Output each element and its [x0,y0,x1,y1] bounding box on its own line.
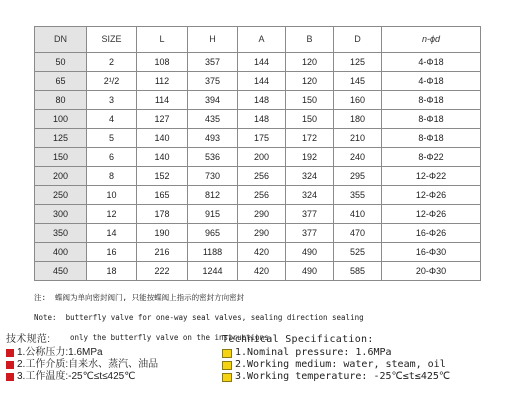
note-cn: 注: 蝶阀为单向密封阀门, 只能按蝶阀上指示的密封方向密封 [34,293,245,302]
cell-l: 165 [137,186,188,205]
cell-l: 108 [137,53,188,72]
cell-n-phi-d: 12-Φ22 [382,167,481,186]
cell-n-phi-d: 16-Φ26 [382,224,481,243]
cell-h: 394 [188,91,238,110]
red-square-icon [6,349,14,357]
header-dn: DN [35,27,87,53]
cell-b: 192 [286,148,334,167]
cell-dn: 50 [35,53,87,72]
cell-size: 18 [87,262,137,281]
cell-b: 324 [286,167,334,186]
cell-h: 1244 [188,262,238,281]
cell-h: 812 [188,186,238,205]
cell-size: 6 [87,148,137,167]
cell-b: 377 [286,224,334,243]
cell-a: 144 [238,53,286,72]
cell-b: 490 [286,243,334,262]
cell-d: 180 [334,110,382,129]
table-row [35,91,481,110]
table-body [35,53,481,281]
note-en-line2: only the butterfly valve on the instructions. [70,333,274,342]
cell-b: 490 [286,262,334,281]
cell-n-phi-d: 8-Φ18 [382,110,481,129]
cell-dn: 65 [35,72,87,91]
cell-dn: 250 [35,186,87,205]
tech-spec-en-title: Technical Specification: [222,334,374,345]
cell-size: 14 [87,224,137,243]
cell-size: 4 [87,110,137,129]
tech-spec-cn-text: 1.公称压力:1.6MPa [17,347,103,358]
cell-a: 144 [238,72,286,91]
table-row [35,110,481,129]
cell-l: 112 [137,72,188,91]
table-row [35,224,481,243]
cell-dn: 100 [35,110,87,129]
cell-size: 10 [87,186,137,205]
tech-spec-cn [6,334,158,383]
table-row [35,129,481,148]
header-l: L [137,27,188,53]
table-row [35,262,481,281]
tech-spec-en-item [222,359,450,371]
yellow-square-icon [222,373,232,382]
cell-size: 8 [87,167,137,186]
cell-dn: 300 [35,205,87,224]
cell-b: 120 [286,72,334,91]
yellow-square-icon [222,349,232,358]
cell-n-phi-d: 4-Φ18 [382,53,481,72]
cell-l: 190 [137,224,188,243]
table-row [35,53,481,72]
cell-h: 493 [188,129,238,148]
cell-b: 377 [286,205,334,224]
header-b: B [286,27,334,53]
cell-n-phi-d: 8-Φ22 [382,148,481,167]
tech-spec-cn-item [6,347,158,359]
note-en-line1: Note: butterfly valve for one-way seal valves, sealing direction sealing [34,313,364,322]
cell-l: 127 [137,110,188,129]
cell-a: 148 [238,110,286,129]
cell-size: 3 [87,91,137,110]
header-d: D [334,27,382,53]
cell-d: 585 [334,262,382,281]
cell-h: 1188 [188,243,238,262]
cell-dn: 200 [35,167,87,186]
cell-n-phi-d: 20-Φ30 [382,262,481,281]
tech-spec-en-item [222,347,450,359]
table-row [35,72,481,91]
cell-size: 2 [87,53,137,72]
header-size: SIZE [87,27,137,53]
tech-spec-cn-text: 2.工作介质:自来水、蒸汽、油品 [17,359,159,370]
tech-spec-cn-title: 技术规范: [6,334,51,345]
cell-d: 160 [334,91,382,110]
cell-n-phi-d: 8-Φ18 [382,129,481,148]
cell-dn: 400 [35,243,87,262]
cell-d: 125 [334,53,382,72]
tech-spec-en [222,334,450,383]
cell-size: 5 [87,129,137,148]
cell-size: 16 [87,243,137,262]
cell-l: 152 [137,167,188,186]
tech-spec-en-text: 1.Nominal pressure: 1.6MPa [235,347,392,358]
cell-b: 324 [286,186,334,205]
cell-b: 150 [286,110,334,129]
cell-n-phi-d: 12-Φ26 [382,205,481,224]
cell-d: 410 [334,205,382,224]
cell-d: 295 [334,167,382,186]
cell-size: 2¹/2 [87,72,137,91]
cell-dn: 150 [35,148,87,167]
tech-spec-en-item [222,371,450,383]
table-row [35,186,481,205]
cell-b: 172 [286,129,334,148]
red-square-icon [6,373,14,381]
cell-n-phi-d: 12-Φ26 [382,186,481,205]
cell-h: 375 [188,72,238,91]
cell-h: 915 [188,205,238,224]
spec-table [34,26,481,281]
header-h: H [188,27,238,53]
cell-h: 435 [188,110,238,129]
cell-h: 730 [188,167,238,186]
cell-a: 420 [238,243,286,262]
cell-l: 140 [137,148,188,167]
cell-a: 290 [238,224,286,243]
red-square-icon [6,361,14,369]
cell-a: 148 [238,91,286,110]
cell-dn: 80 [35,91,87,110]
tech-spec-en-text: 3.Working temperature: -25℃≤t≤425℃ [235,371,451,382]
cell-b: 120 [286,53,334,72]
cell-l: 178 [137,205,188,224]
cell-b: 150 [286,91,334,110]
cell-dn: 450 [35,262,87,281]
yellow-square-icon [222,361,232,370]
cell-dn: 125 [35,129,87,148]
cell-h: 965 [188,224,238,243]
cell-d: 240 [334,148,382,167]
cell-d: 210 [334,129,382,148]
cell-d: 525 [334,243,382,262]
tech-spec-cn-item [6,371,158,383]
cell-d: 470 [334,224,382,243]
tech-spec-cn-text: 3.工作温度:-25℃≤t≤425℃ [17,371,136,382]
table-row [35,205,481,224]
cell-h: 536 [188,148,238,167]
table-row [35,148,481,167]
tech-spec-en-text: 2.Working medium: water, steam, oil [235,359,446,370]
cell-a: 200 [238,148,286,167]
cell-l: 114 [137,91,188,110]
cell-size: 12 [87,205,137,224]
cell-a: 256 [238,167,286,186]
cell-dn: 350 [35,224,87,243]
cell-d: 355 [334,186,382,205]
cell-n-phi-d: 8-Φ18 [382,91,481,110]
tech-spec-cn-item [6,359,158,371]
table-row [35,243,481,262]
table-row [35,167,481,186]
cell-a: 290 [238,205,286,224]
cell-l: 140 [137,129,188,148]
cell-l: 216 [137,243,188,262]
cell-a: 256 [238,186,286,205]
cell-d: 145 [334,72,382,91]
cell-n-phi-d: 4-Φ18 [382,72,481,91]
cell-h: 357 [188,53,238,72]
cell-l: 222 [137,262,188,281]
table-header-row [35,27,481,53]
cell-a: 420 [238,262,286,281]
cell-a: 175 [238,129,286,148]
header-a: A [238,27,286,53]
cell-n-phi-d: 16-Φ30 [382,243,481,262]
header-n-phi-d: n-ϕd [382,27,481,53]
